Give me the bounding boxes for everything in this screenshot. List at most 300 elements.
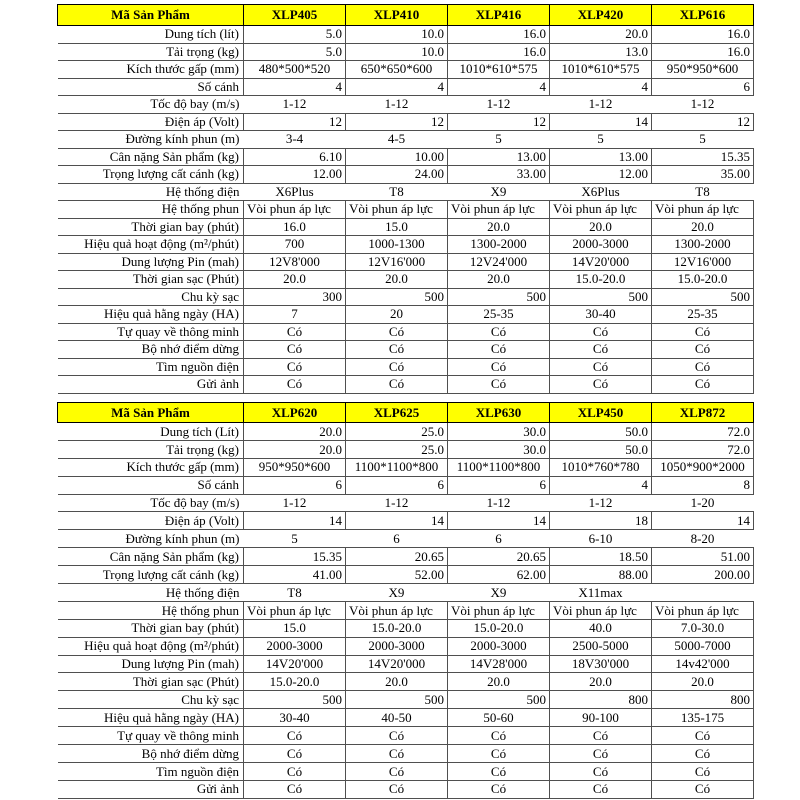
spec-cell: 20.0	[244, 440, 346, 458]
spec-cell: 2000-3000	[550, 236, 652, 254]
header-row	[58, 5, 754, 26]
spec-cell: 13.00	[550, 148, 652, 166]
spec-cell: 20.0	[346, 673, 448, 691]
table-row	[58, 494, 754, 512]
row-label: Điện áp (Volt)	[58, 113, 244, 131]
product-code-header: XLP410	[346, 5, 448, 26]
spec-cell: 300	[244, 288, 346, 306]
spec-cell: 24.00	[346, 166, 448, 184]
spec-cell: 14v42'000	[652, 655, 754, 673]
spec-cell: 480*500*520	[244, 61, 346, 79]
table-row	[58, 780, 754, 798]
spec-cell: 18V30'000	[550, 655, 652, 673]
spec-cell: 500	[346, 691, 448, 709]
row-label: Hệ thống phun	[58, 201, 244, 219]
spec-cell: 20.0	[550, 218, 652, 236]
spec-cell: X9	[346, 584, 448, 602]
spec-cell: 14V20'000	[346, 655, 448, 673]
table-row	[58, 673, 754, 691]
spec-cell: Có	[244, 376, 346, 394]
spec-cell: 20.0	[550, 26, 652, 44]
spec-cell: Vòi phun áp lực	[652, 201, 754, 219]
spec-cell: X9	[448, 584, 550, 602]
spec-cell: 8	[652, 476, 754, 494]
spec-cell: Có	[448, 762, 550, 780]
row-label-header: Mã Sản Phẩm	[58, 403, 244, 423]
spec-cell: 1300-2000	[448, 236, 550, 254]
spec-cell: 1-12	[346, 494, 448, 512]
spec-cell: 6	[346, 476, 448, 494]
spec-cell: Có	[550, 745, 652, 763]
spec-cell: 35.00	[652, 166, 754, 184]
row-label: Đường kính phun (m)	[58, 131, 244, 149]
row-label: Trọng lượng cất cánh (kg)	[58, 566, 244, 584]
spec-cell: 12	[448, 113, 550, 131]
product-code-header: XLP630	[448, 403, 550, 423]
spec-cell: 1-12	[244, 96, 346, 114]
row-label: Thời gian sạc (Phút)	[58, 271, 244, 289]
spec-cell: Vòi phun áp lực	[244, 201, 346, 219]
spec-cell: 4	[448, 78, 550, 96]
spec-cell	[652, 584, 754, 602]
spec-cell: 15.0-20.0	[346, 619, 448, 637]
row-label: Tự quay về thông minh	[58, 727, 244, 745]
spec-cell: Có	[652, 745, 754, 763]
table-row	[58, 619, 754, 637]
spec-cell: 90-100	[550, 709, 652, 727]
spec-cell: 950*950*600	[652, 61, 754, 79]
spec-cell: Có	[346, 341, 448, 359]
row-label: Thời gian bay (phút)	[58, 218, 244, 236]
spec-cell: Có	[448, 358, 550, 376]
table-row	[58, 166, 754, 184]
product-code-header: XLP872	[652, 403, 754, 423]
spec-cell: 1000-1300	[346, 236, 448, 254]
table-row	[58, 637, 754, 655]
table-row	[58, 709, 754, 727]
row-label: Dung tích (Lít)	[58, 423, 244, 441]
spec-cell: 4	[244, 78, 346, 96]
spec-cell: 1050*900*2000	[652, 458, 754, 476]
spec-cell: 5	[550, 131, 652, 149]
spec-cell: 50.0	[550, 423, 652, 441]
row-label: Hệ thống điện	[58, 584, 244, 602]
spec-cell: 1-12	[550, 494, 652, 512]
spec-cell: Có	[244, 358, 346, 376]
table-row	[58, 476, 754, 494]
spec-cell: 7.0-30.0	[652, 619, 754, 637]
row-label: Số cánh	[58, 476, 244, 494]
spec-cell: 1-20	[652, 494, 754, 512]
spec-cell: 1-12	[448, 96, 550, 114]
spec-cell: 13.0	[550, 43, 652, 61]
row-label: Tải trọng (kg)	[58, 43, 244, 61]
spec-cell: 12	[652, 113, 754, 131]
row-label: Dung tích (lít)	[58, 26, 244, 44]
row-label: Thời gian bay (phút)	[58, 619, 244, 637]
spec-cell: 40.0	[550, 619, 652, 637]
spec-cell: 10.00	[346, 148, 448, 166]
spec-cell: Có	[448, 323, 550, 341]
spec-cell: 20.0	[448, 673, 550, 691]
spec-cell: 135-175	[652, 709, 754, 727]
spec-cell: Có	[550, 358, 652, 376]
table-row	[58, 131, 754, 149]
table-row	[58, 78, 754, 96]
table-row	[58, 183, 754, 201]
spec-cell: 1-12	[652, 96, 754, 114]
spec-cell: 6	[346, 530, 448, 548]
spec-cell: 15.0	[244, 619, 346, 637]
spec-cell: 50-60	[448, 709, 550, 727]
table-row	[58, 26, 754, 44]
product-code-header: XLP420	[550, 5, 652, 26]
row-label: Hệ thống điện	[58, 183, 244, 201]
spec-cell: 16.0	[448, 43, 550, 61]
row-label: Hiệu quả hoạt động (m²/phút)	[58, 637, 244, 655]
row-label: Bộ nhớ điểm dừng	[58, 745, 244, 763]
product-code-header: XLP416	[448, 5, 550, 26]
row-label: Bộ nhớ điểm dừng	[58, 341, 244, 359]
spec-cell: 20.0	[448, 218, 550, 236]
spec-cell: 2000-3000	[448, 637, 550, 655]
spec-cell: 15.0-20.0	[448, 619, 550, 637]
spec-cell: 500	[244, 691, 346, 709]
spec-cell: 200.00	[652, 566, 754, 584]
spec-cell: 20.0	[652, 218, 754, 236]
table-row	[58, 61, 754, 79]
product-code-header: XLP625	[346, 403, 448, 423]
spec-cell: 20.65	[448, 548, 550, 566]
spec-cell: T8	[652, 183, 754, 201]
spec-table-upper	[57, 4, 754, 394]
spec-cell: 1100*1100*800	[346, 458, 448, 476]
product-code-header: XLP405	[244, 5, 346, 26]
row-label: Điện áp (Volt)	[58, 512, 244, 530]
spec-cell: 88.00	[550, 566, 652, 584]
spec-cell: Có	[550, 376, 652, 394]
spec-cell: T8	[244, 584, 346, 602]
table-row	[58, 253, 754, 271]
spec-cell: Có	[244, 780, 346, 798]
spec-cell: 12	[346, 113, 448, 131]
spec-cell: Có	[346, 762, 448, 780]
row-label: Tự quay về thông minh	[58, 323, 244, 341]
spec-cell: X9	[448, 183, 550, 201]
table-row	[58, 288, 754, 306]
spec-cell: 6	[652, 78, 754, 96]
spec-cell: 500	[550, 288, 652, 306]
row-label: Hiệu quả hoạt động (m²/phút)	[58, 236, 244, 254]
spec-cell: 14	[448, 512, 550, 530]
spec-cell: 13.00	[448, 148, 550, 166]
spec-cell: Có	[346, 376, 448, 394]
table-row	[58, 358, 754, 376]
spec-cell: 10.0	[346, 43, 448, 61]
spec-cell: 20.0	[244, 271, 346, 289]
row-label: Chu kỳ sạc	[58, 288, 244, 306]
spec-cell: 25-35	[448, 306, 550, 324]
table-row	[58, 236, 754, 254]
spec-cell: 12.00	[550, 166, 652, 184]
spec-cell: X11max	[550, 584, 652, 602]
table-row	[58, 762, 754, 780]
spec-cell: Vòi phun áp lực	[244, 601, 346, 619]
spec-cell: 30.0	[448, 440, 550, 458]
spec-cell: Vòi phun áp lực	[550, 601, 652, 619]
spec-cell: 8-20	[652, 530, 754, 548]
spec-cell: 52.00	[346, 566, 448, 584]
spec-cell: 1-12	[448, 494, 550, 512]
row-label: Gửi ảnh	[58, 376, 244, 394]
spec-cell: Có	[448, 727, 550, 745]
spec-cell: 500	[448, 691, 550, 709]
spec-cell: 15.0-20.0	[244, 673, 346, 691]
row-label: Đường kính phun (m)	[58, 530, 244, 548]
spec-cell: 1010*760*780	[550, 458, 652, 476]
table-row	[58, 727, 754, 745]
spec-cell: 20.0	[448, 271, 550, 289]
spec-cell: T8	[346, 183, 448, 201]
spec-cell: 15.35	[652, 148, 754, 166]
spec-cell: 20.0	[346, 271, 448, 289]
spec-cell: 800	[550, 691, 652, 709]
spec-cell: 10.0	[346, 26, 448, 44]
spec-cell: Có	[550, 323, 652, 341]
spec-cell: 6.10	[244, 148, 346, 166]
table-row	[58, 271, 754, 289]
row-label: Tốc độ bay (m/s)	[58, 494, 244, 512]
spec-cell: Có	[550, 762, 652, 780]
spec-cell: 20.65	[346, 548, 448, 566]
spec-cell: 1-12	[346, 96, 448, 114]
spec-cell: Có	[448, 780, 550, 798]
header-row	[58, 403, 754, 423]
row-label: Kích thước gấp (mm)	[58, 458, 244, 476]
spec-cell: 33.00	[448, 166, 550, 184]
spec-cell: 14V20'000	[244, 655, 346, 673]
spec-cell: Có	[550, 780, 652, 798]
table-row	[58, 43, 754, 61]
row-label: Số cánh	[58, 78, 244, 96]
spec-cell: 800	[652, 691, 754, 709]
row-label: Dung lượng Pin (mah)	[58, 655, 244, 673]
spec-cell: 20.0	[652, 673, 754, 691]
table-row	[58, 440, 754, 458]
spec-cell: 12V16'000	[346, 253, 448, 271]
table-row	[58, 548, 754, 566]
table-row	[58, 745, 754, 763]
row-label: Hiệu quả hằng ngày (HA)	[58, 306, 244, 324]
table-row	[58, 113, 754, 131]
spec-cell: 30-40	[244, 709, 346, 727]
spec-cell: 12V24'000	[448, 253, 550, 271]
row-label: Hiệu quả hằng ngày (HA)	[58, 709, 244, 727]
spec-cell: 18	[550, 512, 652, 530]
spec-cell: 12V8'000	[244, 253, 346, 271]
spec-cell: Có	[652, 323, 754, 341]
table-row	[58, 201, 754, 219]
spec-cell: Có	[652, 780, 754, 798]
spec-cell: Có	[346, 323, 448, 341]
spec-cell: Có	[244, 323, 346, 341]
spec-cell: 12.00	[244, 166, 346, 184]
spec-cell: 5	[652, 131, 754, 149]
table-row	[58, 691, 754, 709]
spec-cell: 20	[346, 306, 448, 324]
spec-cell: 25-35	[652, 306, 754, 324]
spec-cell: 72.0	[652, 440, 754, 458]
spec-cell: 16.0	[652, 26, 754, 44]
spec-cell: Có	[244, 341, 346, 359]
spec-cell: 6-10	[550, 530, 652, 548]
spec-cell: 25.0	[346, 440, 448, 458]
spec-cell: 51.00	[652, 548, 754, 566]
spec-cell: 15.0	[346, 218, 448, 236]
spec-cell: 12V16'000	[652, 253, 754, 271]
spec-cell: Có	[448, 376, 550, 394]
spec-cell: Vòi phun áp lực	[346, 601, 448, 619]
spec-cell: Có	[448, 341, 550, 359]
table-row	[58, 376, 754, 394]
spec-cell: Có	[652, 341, 754, 359]
row-label: Hệ thống phun	[58, 601, 244, 619]
spec-cell: Có	[346, 780, 448, 798]
spec-cell: Có	[652, 762, 754, 780]
spec-cell: 16.0	[448, 26, 550, 44]
table-row	[58, 655, 754, 673]
spec-cell: 4	[346, 78, 448, 96]
table-row	[58, 148, 754, 166]
table-row	[58, 306, 754, 324]
product-code-header: XLP450	[550, 403, 652, 423]
spec-cell: Có	[550, 341, 652, 359]
table-row	[58, 530, 754, 548]
row-label: Tìm nguồn điện	[58, 762, 244, 780]
spec-cell: 5.0	[244, 43, 346, 61]
spec-cell: 1010*610*575	[550, 61, 652, 79]
spec-cell: 700	[244, 236, 346, 254]
spec-cell: 16.0	[652, 43, 754, 61]
row-label: Gửi ảnh	[58, 780, 244, 798]
row-label: Trọng lượng cất cánh (kg)	[58, 166, 244, 184]
table-row	[58, 96, 754, 114]
spec-cell: 14	[550, 113, 652, 131]
spec-cell: Có	[550, 727, 652, 745]
spec-cell: 15.35	[244, 548, 346, 566]
table-row	[58, 458, 754, 476]
table-row	[58, 341, 754, 359]
spec-cell: 2000-3000	[244, 637, 346, 655]
spec-cell: 20.0	[244, 423, 346, 441]
spec-cell: Có	[652, 376, 754, 394]
spec-cell: 2000-3000	[346, 637, 448, 655]
row-label: Chu kỳ sạc	[58, 691, 244, 709]
row-label: Tìm nguồn điện	[58, 358, 244, 376]
spec-cell: 50.0	[550, 440, 652, 458]
table-row	[58, 584, 754, 602]
row-label-header: Mã Sản Phẩm	[58, 5, 244, 26]
spec-cell: Có	[244, 762, 346, 780]
spec-cell: 1010*610*575	[448, 61, 550, 79]
spec-cell: Có	[346, 745, 448, 763]
spec-cell: 4	[550, 476, 652, 494]
row-label: Tải trọng (kg)	[58, 440, 244, 458]
spec-cell: 500	[448, 288, 550, 306]
spec-cell: 1100*1100*800	[448, 458, 550, 476]
spec-cell: 5	[244, 530, 346, 548]
row-label: Dung lượng Pin (mah)	[58, 253, 244, 271]
table-row	[58, 423, 754, 441]
spec-cell: 25.0	[346, 423, 448, 441]
spec-cell: 14V20'000	[550, 253, 652, 271]
spec-cell: X6Plus	[550, 183, 652, 201]
spec-cell: 16.0	[244, 218, 346, 236]
spec-cell: Có	[244, 727, 346, 745]
row-label: Kích thước gấp (mm)	[58, 61, 244, 79]
table-row	[58, 323, 754, 341]
spec-cell: 15.0-20.0	[550, 271, 652, 289]
spec-cell: 40-50	[346, 709, 448, 727]
row-label: Cân nặng Sản phẩm (kg)	[58, 548, 244, 566]
table-row	[58, 218, 754, 236]
spec-cell: 4-5	[346, 131, 448, 149]
spec-cell: Vòi phun áp lực	[448, 601, 550, 619]
spec-cell: 30.0	[448, 423, 550, 441]
table-row	[58, 566, 754, 584]
spec-cell: 30-40	[550, 306, 652, 324]
spec-cell: Vòi phun áp lực	[448, 201, 550, 219]
spec-cell: 5.0	[244, 26, 346, 44]
table-row	[58, 512, 754, 530]
spec-cell: 6	[448, 476, 550, 494]
spec-cell: Có	[346, 727, 448, 745]
spec-cell: 5000-7000	[652, 637, 754, 655]
spec-cell: 14	[652, 512, 754, 530]
product-code-header: XLP620	[244, 403, 346, 423]
spec-cell: 500	[346, 288, 448, 306]
spec-cell: Có	[244, 745, 346, 763]
spec-cell: 4	[550, 78, 652, 96]
row-label: Cân nặng Sản phẩm (kg)	[58, 148, 244, 166]
spec-cell: 950*950*600	[244, 458, 346, 476]
spec-cell: Vòi phun áp lực	[652, 601, 754, 619]
spec-cell: Có	[652, 727, 754, 745]
spec-cell: 14	[244, 512, 346, 530]
spec-cell: 1300-2000	[652, 236, 754, 254]
spec-cell: 650*650*600	[346, 61, 448, 79]
spec-cell: 15.0-20.0	[652, 271, 754, 289]
spec-cell: 1-12	[550, 96, 652, 114]
spec-cell: 14V28'000	[448, 655, 550, 673]
row-label: Thời gian sạc (Phút)	[58, 673, 244, 691]
spec-cell: Vòi phun áp lực	[346, 201, 448, 219]
spec-cell: Có	[652, 358, 754, 376]
spec-cell: 5	[448, 131, 550, 149]
spec-cell: 7	[244, 306, 346, 324]
row-label: Tốc độ bay (m/s)	[58, 96, 244, 114]
table-row	[58, 601, 754, 619]
spec-cell: 2500-5000	[550, 637, 652, 655]
spec-cell: 12	[244, 113, 346, 131]
spec-cell: 1-12	[244, 494, 346, 512]
spec-cell: 6	[448, 530, 550, 548]
spec-cell: 3-4	[244, 131, 346, 149]
spec-cell: X6Plus	[244, 183, 346, 201]
spec-cell: 72.0	[652, 423, 754, 441]
spec-cell: Vòi phun áp lực	[550, 201, 652, 219]
spec-cell: 62.00	[448, 566, 550, 584]
